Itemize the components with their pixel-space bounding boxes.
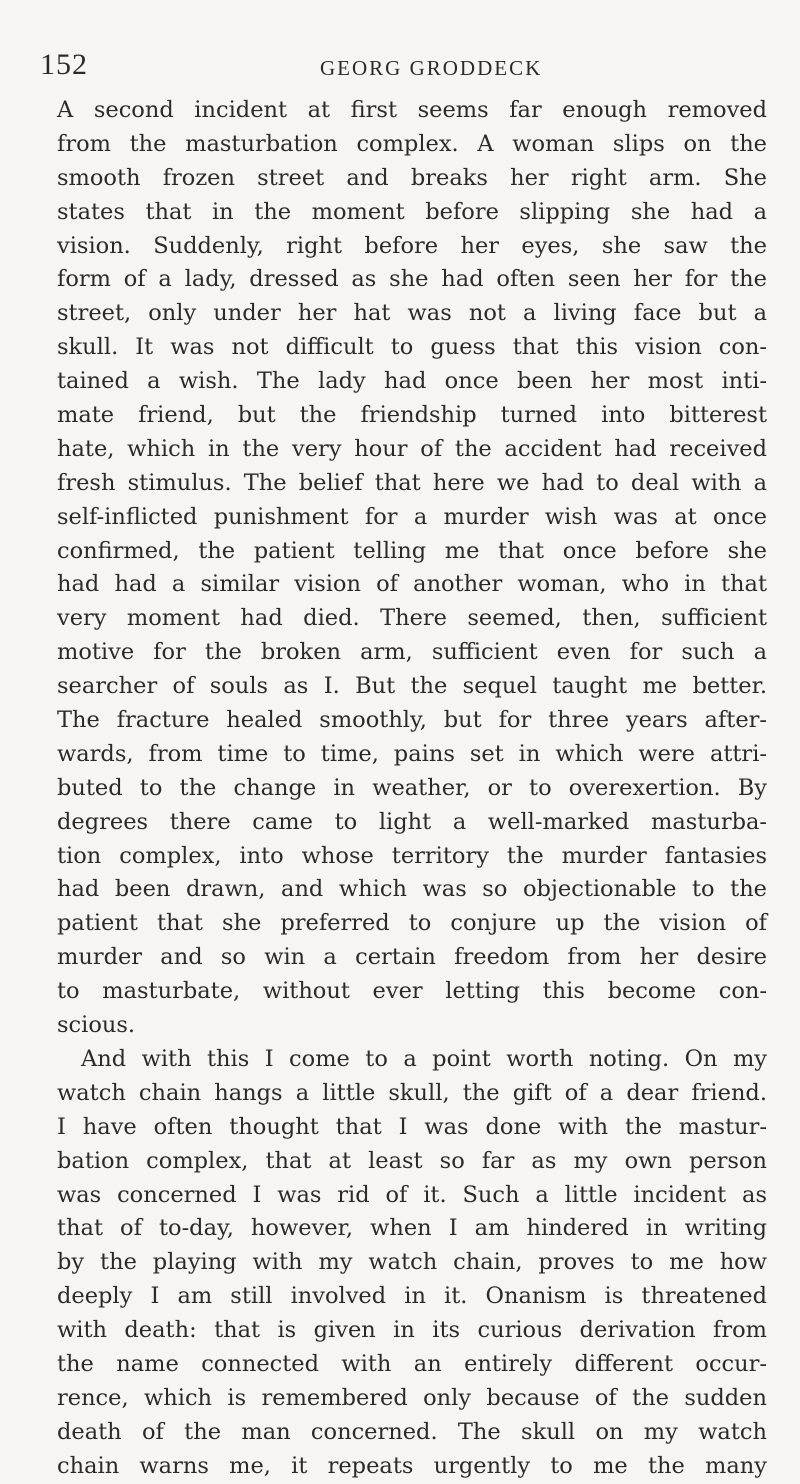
body-text xyxy=(57,94,767,1484)
text-line: mate friend, but the friendship turned into bitterest xyxy=(57,402,767,429)
text-line: The fracture healed smoothly, but for three years after- xyxy=(57,707,767,734)
text-line: murder and so win a certain freedom from her desire xyxy=(57,944,767,971)
text-line: wards, from time to time, pains set in which were attri- xyxy=(57,740,767,767)
text-line: with death: that is given in its curious derivation from xyxy=(57,1317,767,1344)
text-line: patient that she preferred to conjure up the vision of xyxy=(57,910,767,937)
text-line: bation complex, that at least so far as my own person xyxy=(57,1147,767,1174)
text-line: the name connected with an entirely different occur- xyxy=(57,1350,767,1377)
text-line: to masturbate, without ever letting this become con- xyxy=(57,978,767,1005)
text-line: tion complex, into whose territory the murder fantasies xyxy=(57,842,767,869)
text-line: had been drawn, and which was so objectionable to the xyxy=(57,876,767,903)
text-line: states that in the moment before slipping she had a xyxy=(57,198,767,225)
text-line: buted to the change in weather, or to overexertion. By xyxy=(57,774,767,801)
text-line: from the masturbation complex. A woman slips on the xyxy=(57,130,767,157)
text-line: death of the man concerned. The skull on my watch xyxy=(57,1418,767,1445)
text-line: hate, which in the very hour of the accident had received xyxy=(57,435,767,462)
text-line: fresh stimulus. The belief that here we had to deal with a xyxy=(57,469,767,496)
text-line: I have often thought that I was done with the mastur- xyxy=(57,1113,767,1140)
page-header xyxy=(40,48,760,84)
text-line: was concerned I was rid of it. Such a little incident as xyxy=(57,1181,767,1208)
text-line: searcher of souls as I. But the sequel taught me better. xyxy=(57,673,767,700)
text-line: And with this I come to a point worth noting. On my xyxy=(81,1045,767,1072)
text-line: smooth frozen street and breaks her right arm. She xyxy=(57,164,767,191)
page-number: 152 xyxy=(40,48,88,81)
text-line: chain warns me, it repeats urgently to me the many xyxy=(57,1452,767,1479)
text-line: by the playing with my watch chain, proves to me how xyxy=(57,1249,767,1276)
text-line: A second incident at first seems far enough removed xyxy=(57,97,767,123)
running-head: GEORG GRODDECK xyxy=(320,56,543,80)
text-line: confirmed, the patient telling me that once before she xyxy=(57,537,767,564)
text-line: very moment had died. There seemed, then, sufficient xyxy=(57,605,767,632)
text-line: self-inflicted punishment for a murder wish was at once xyxy=(57,503,767,530)
text-line: that of to-day, however, when I am hindered in writing xyxy=(57,1215,767,1242)
text-line: deeply I am still involved in it. Onanism is threatened xyxy=(57,1283,767,1310)
text-line: street, only under her hat was not a living face but a xyxy=(57,300,767,327)
text-line: skull. It was not difficult to guess that this vision con- xyxy=(57,334,767,361)
text-line: scious. xyxy=(57,1012,136,1039)
text-line: vision. Suddenly, right before her eyes, she saw the xyxy=(57,232,767,259)
text-line: had had a similar vision of another woman, who in that xyxy=(57,571,767,598)
text-line: motive for the broken arm, sufficient even for such a xyxy=(57,639,767,666)
text-line: form of a lady, dressed as she had often seen her for the xyxy=(57,266,767,293)
text-line: degrees there came to light a well-marked masturba- xyxy=(57,808,767,835)
text-line: tained a wish. The lady had once been her most inti- xyxy=(57,368,767,395)
text-line: watch chain hangs a little skull, the gift of a dear friend. xyxy=(57,1079,767,1106)
text-line: rence, which is remembered only because of the sudden xyxy=(57,1384,767,1411)
